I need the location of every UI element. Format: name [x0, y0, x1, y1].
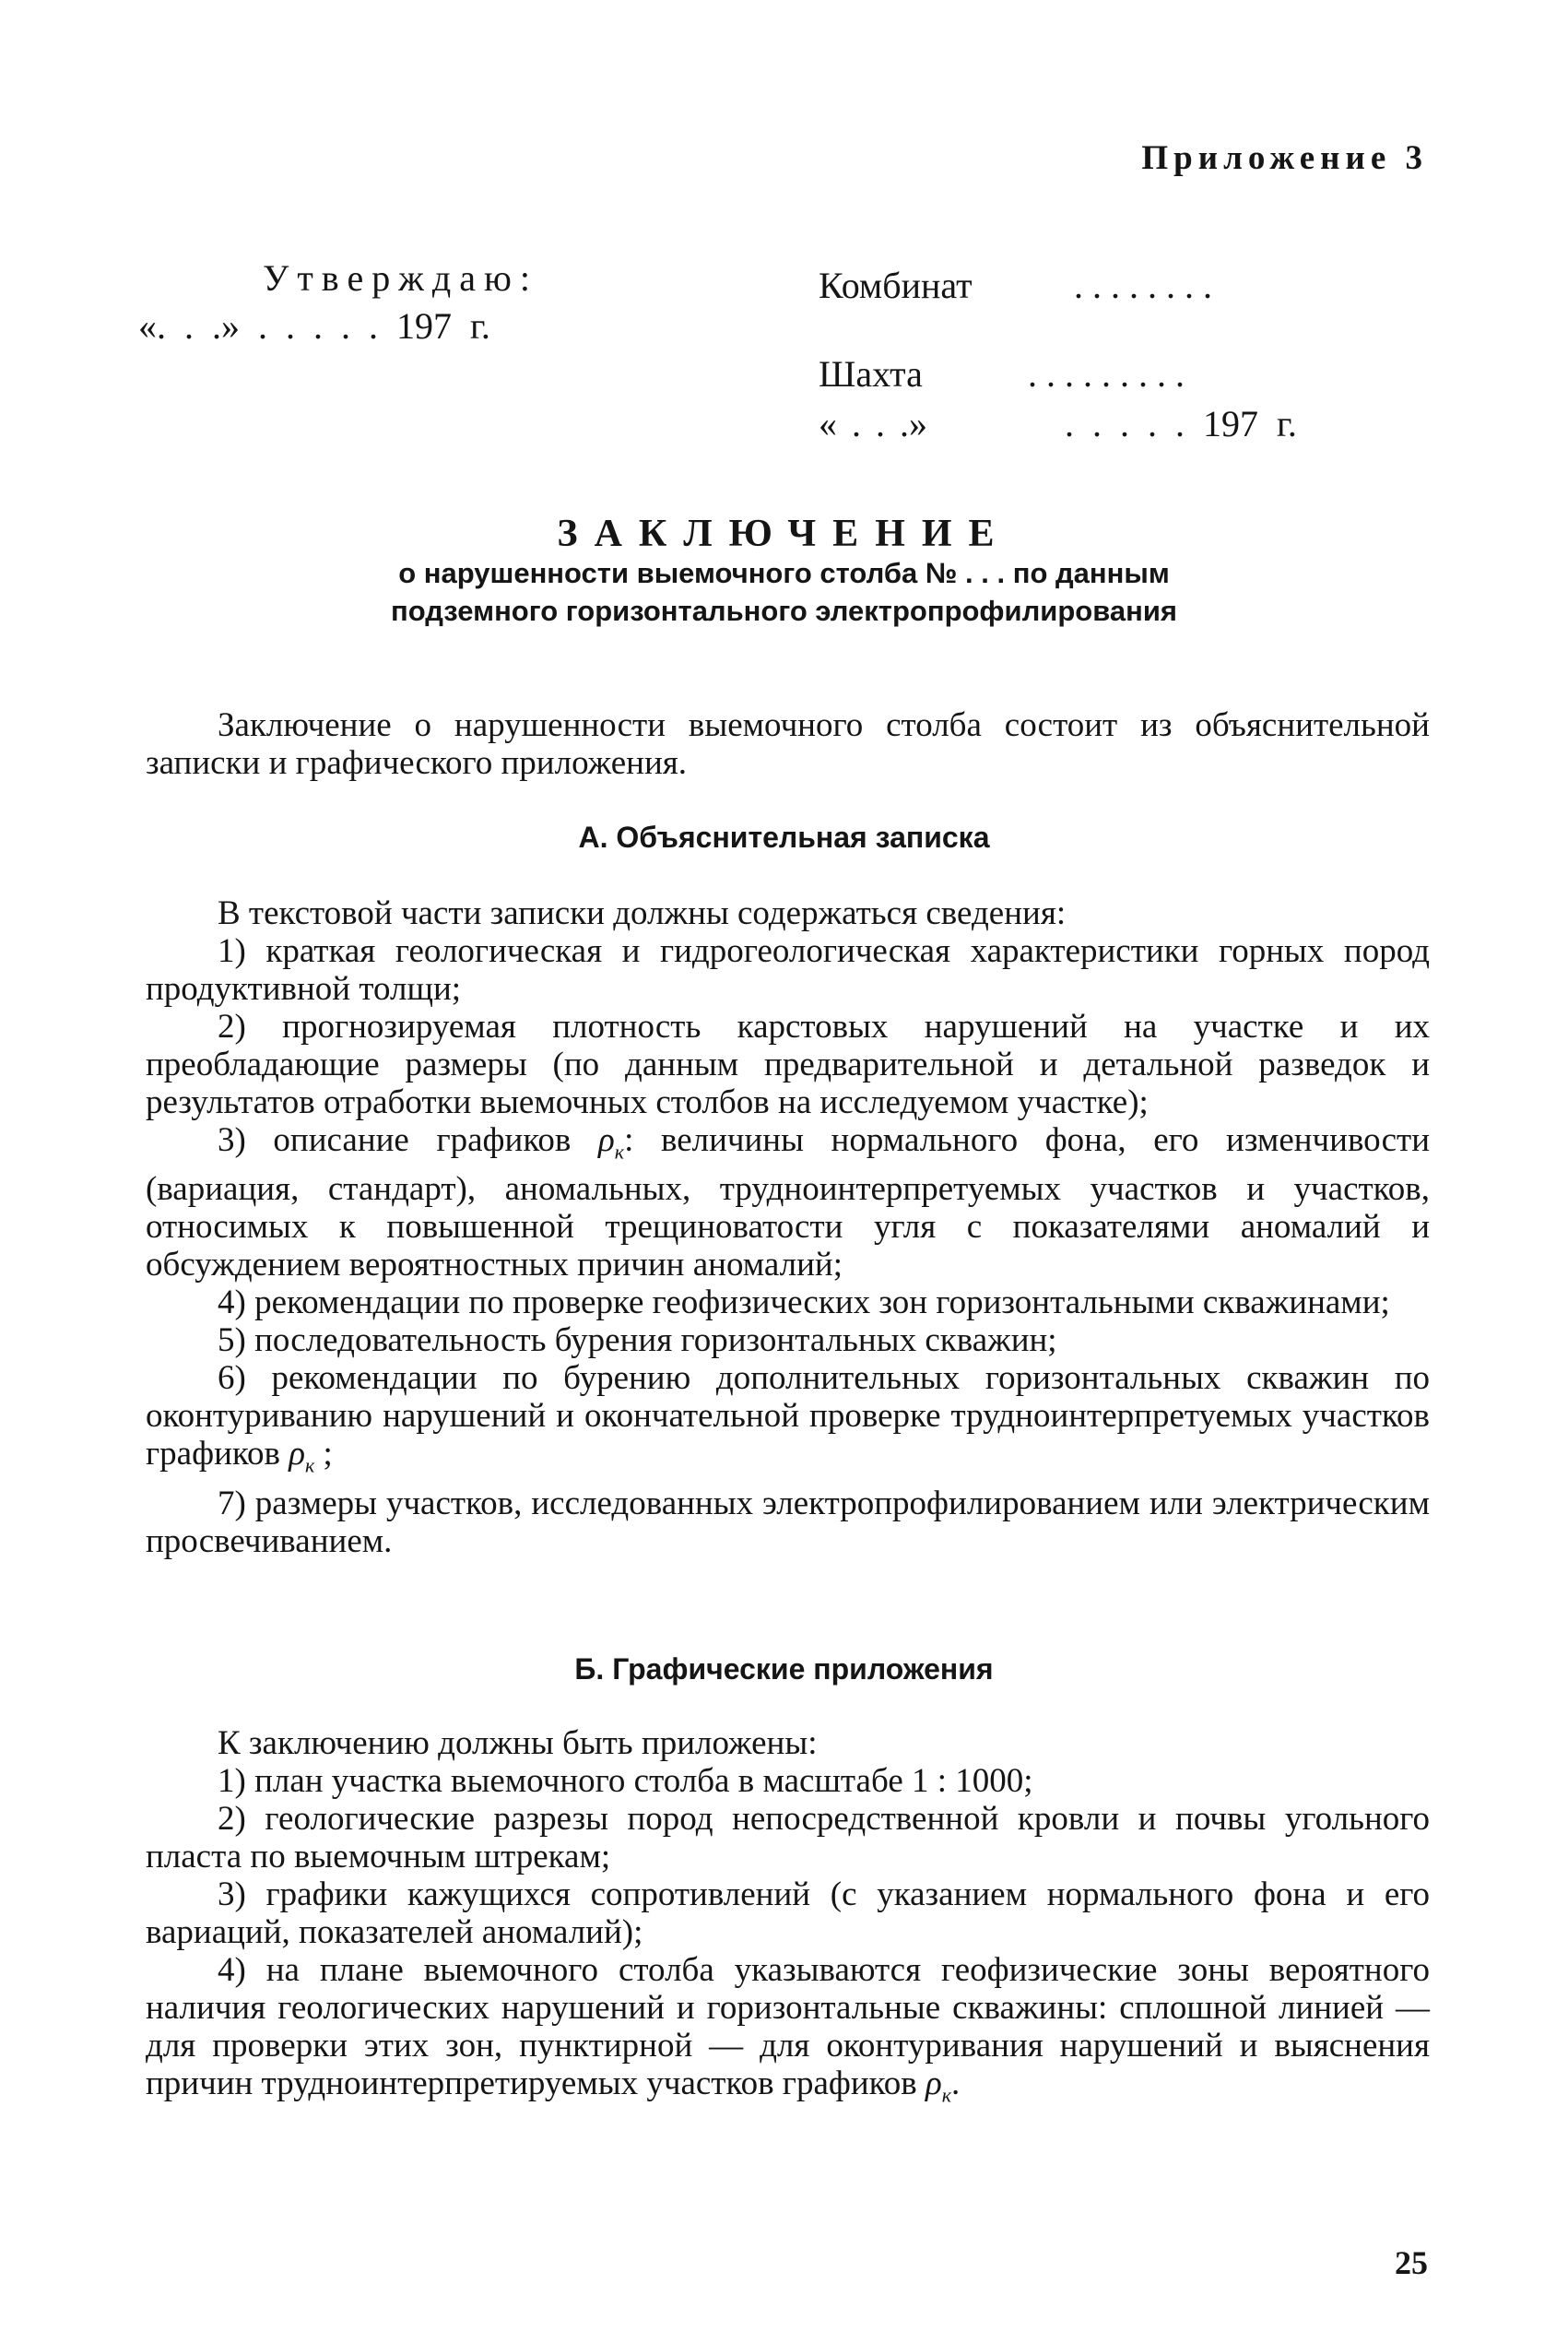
shakhta-dots: . . . . . . . . . — [1028, 353, 1185, 395]
kombinat-label: Комбинат — [819, 265, 973, 306]
rho-glyph: ρ — [925, 2065, 942, 2102]
intro-block — [146, 706, 1430, 782]
rho-subscript: к — [304, 1453, 315, 1477]
kombinat-dots: . . . . . . . . — [1074, 265, 1212, 306]
section-a-item-7: 7) размеры участков, исследованных электропрофилированием или электрическим просвечиванием. — [146, 1484, 1430, 1560]
right-date-rest: . . . . . 197 г. — [1065, 403, 1297, 444]
section-a-heading: А. Объяснительная записка — [578, 821, 990, 854]
right-date-quote: « . . .» — [819, 403, 927, 444]
section-b-heading: Б. Графические приложения — [574, 1652, 994, 1686]
section-a-item-6-end: ; — [323, 1435, 333, 1473]
section-a-item-4: 4) рекомендации по проверке геофизических зон горизонтальными скважинами; — [218, 1284, 1390, 1322]
rho-subscript: к — [941, 2083, 952, 2107]
section-a-item-3-start: 3) описание графиков — [218, 1121, 572, 1159]
intro-paragraph: Заключение о нарушенности выемочного столба состоит из объяснительной записки и графического приложения. — [146, 706, 1430, 782]
rho-subscript: к — [614, 1140, 625, 1164]
subtitle-line-1: о нарушенности выемочного столба № . . . по данным — [398, 557, 1170, 589]
rho-glyph: ρ — [598, 1121, 615, 1159]
section-a-item-2: 2) прогнозируемая плотность карстовых нарушений на участке и их преобладающие размеры (по данным предварительной и детальной разведок и результатов отработки выемочных столбов на исследуемом участке); — [146, 1008, 1430, 1121]
section-b-item-4-end: . — [951, 2065, 961, 2102]
section-a-lead: В текстовой части записки должны содержаться сведения: — [218, 894, 1067, 932]
section-b-item-1: 1) план участка выемочного столба в масштабе 1 : 1000; — [218, 1762, 1033, 1800]
section-a-item-5: 5) последовательность бурения горизонтальных скважин; — [218, 1321, 1057, 1360]
approve-label: Утверждаю: — [263, 257, 538, 299]
section-a-item-6 — [146, 1359, 1430, 1484]
section-b-lead: К заключению должны быть приложены: — [218, 1724, 818, 1762]
rho-k-symbol — [925, 2065, 952, 2107]
section-a-item-3-rest: : величины нормального фона, его изменчивости (вариация, стандарт), аномальных, трудноинтерпретуемых участков и участков, относимых к повышенной трещиноватости угля с показателями аномалий и обсуждением вероятностных причин аномалий; — [146, 1121, 1430, 1284]
section-b-item-4-start: 4) на плане выемочного столба указываются геофизические зоны вероятного наличия геологических нарушений и горизонтальные скважины: сплошной линией — для проверки этих зон, пунктирной — для оконтуривания нарушений и выяснения причин трудноинтерпретируемых участков графиков — [146, 1951, 1430, 2102]
shakhta-label: Шахта — [819, 353, 923, 395]
section-a-item-6-start: 6) рекомендации по бурению дополнительных горизонтальных скважин по оконтуриванию нарушений и окончательной проверке трудноинтерпретуемых участков графиков — [146, 1359, 1430, 1473]
page-number: 25 — [1395, 2244, 1428, 2281]
subtitle-line-2: подземного горизонтального электропрофилирования — [391, 595, 1177, 627]
rho-k-symbol — [289, 1435, 315, 1477]
rho-k-symbol — [598, 1121, 625, 1164]
document-title: ЗАКЛЮЧЕНИЕ — [557, 513, 1011, 555]
section-b-body — [146, 1724, 1430, 2113]
section-b-item-3: 3) графики кажущихся сопротивлений (с указанием нормального фона и его вариаций, показателей аномалий); — [146, 1875, 1430, 1951]
approve-date: «. . .» . . . . . 197 г. — [138, 305, 490, 347]
rho-glyph: ρ — [289, 1435, 305, 1473]
section-b-item-2: 2) геологические разрезы пород непосредственной кровли и почвы угольного пласта по выемочным штрекам; — [146, 1800, 1430, 1875]
appendix-label: Приложение 3 — [1141, 139, 1428, 177]
section-a-item-1: 1) краткая геологическая и гидрогеологическая характеристики горных пород продуктивной толщи; — [146, 932, 1430, 1008]
section-b-item-4 — [146, 1951, 1430, 2113]
section-a-item-3 — [146, 1121, 1430, 1284]
section-a-body — [146, 894, 1430, 1560]
